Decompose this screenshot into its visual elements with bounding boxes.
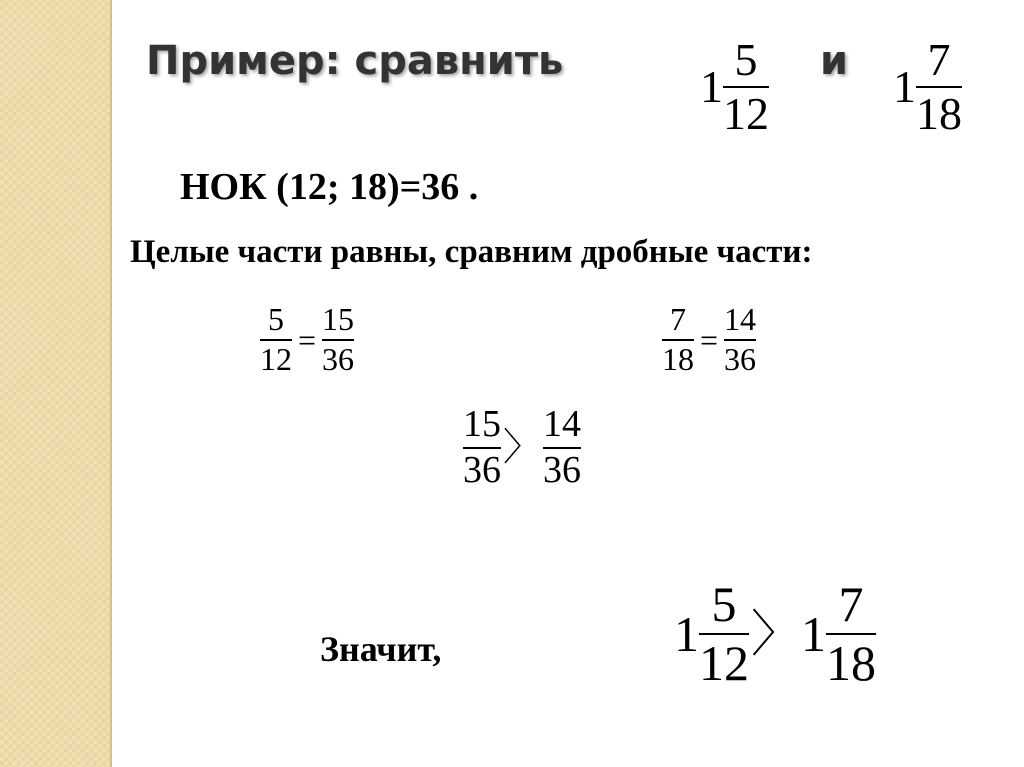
denominator: 36: [322, 340, 355, 377]
fraction: [826, 578, 876, 689]
numerator: 7: [838, 576, 864, 632]
denominator: 12: [723, 88, 769, 140]
greater-than-sign: 〉: [751, 605, 801, 662]
denominator: 36: [724, 340, 757, 377]
fraction: [699, 578, 749, 689]
numerator: 14: [724, 301, 757, 337]
fraction: [543, 405, 581, 491]
denominator: 18: [826, 634, 876, 691]
whole-part: 1: [700, 61, 723, 113]
conjunction: и: [820, 38, 849, 84]
fraction: [916, 36, 962, 139]
denominator: 12: [699, 634, 749, 691]
numerator: 5: [734, 34, 758, 85]
whole-part: 1: [893, 61, 916, 113]
numerator: 15: [463, 403, 501, 445]
conclusion-label: Значит,: [320, 629, 442, 669]
slide-title: Пример: сравнить: [146, 38, 564, 84]
numerator: 5: [268, 301, 284, 337]
equation-first: [260, 303, 354, 376]
numerator: 14: [543, 403, 582, 445]
denominator: 18: [662, 340, 694, 377]
equation-second: [662, 303, 756, 376]
comparison-fractions: [463, 405, 581, 491]
fraction: [723, 36, 769, 139]
numerator: 7: [927, 34, 951, 85]
mixed-number-a: [700, 36, 769, 139]
equals-sign: =: [298, 321, 317, 358]
numerator: 7: [670, 301, 686, 337]
fraction: [724, 303, 756, 376]
side-strip-border: [110, 0, 112, 767]
denominator: 36: [543, 448, 582, 491]
parts-statement: Целые части равны, сравним дробные части:: [130, 234, 813, 270]
denominator: 36: [463, 448, 501, 491]
fraction: [463, 405, 501, 491]
whole-part: 1: [674, 605, 699, 662]
denominator: 18: [916, 88, 962, 140]
decorative-side-strip: [0, 0, 110, 767]
greater-than-sign: 〉: [503, 426, 542, 469]
numerator: 5: [711, 576, 737, 632]
lcm-statement: НОК (12; 18)=36 .: [180, 166, 479, 208]
fraction: [322, 303, 354, 376]
final-comparison: [674, 578, 876, 689]
fraction: [662, 303, 694, 376]
whole-part: 1: [801, 605, 826, 662]
mixed-number-b: [893, 36, 962, 139]
fraction: [260, 303, 292, 376]
numerator: 15: [322, 301, 355, 337]
equals-sign: =: [700, 321, 719, 358]
denominator: 12: [260, 340, 292, 377]
